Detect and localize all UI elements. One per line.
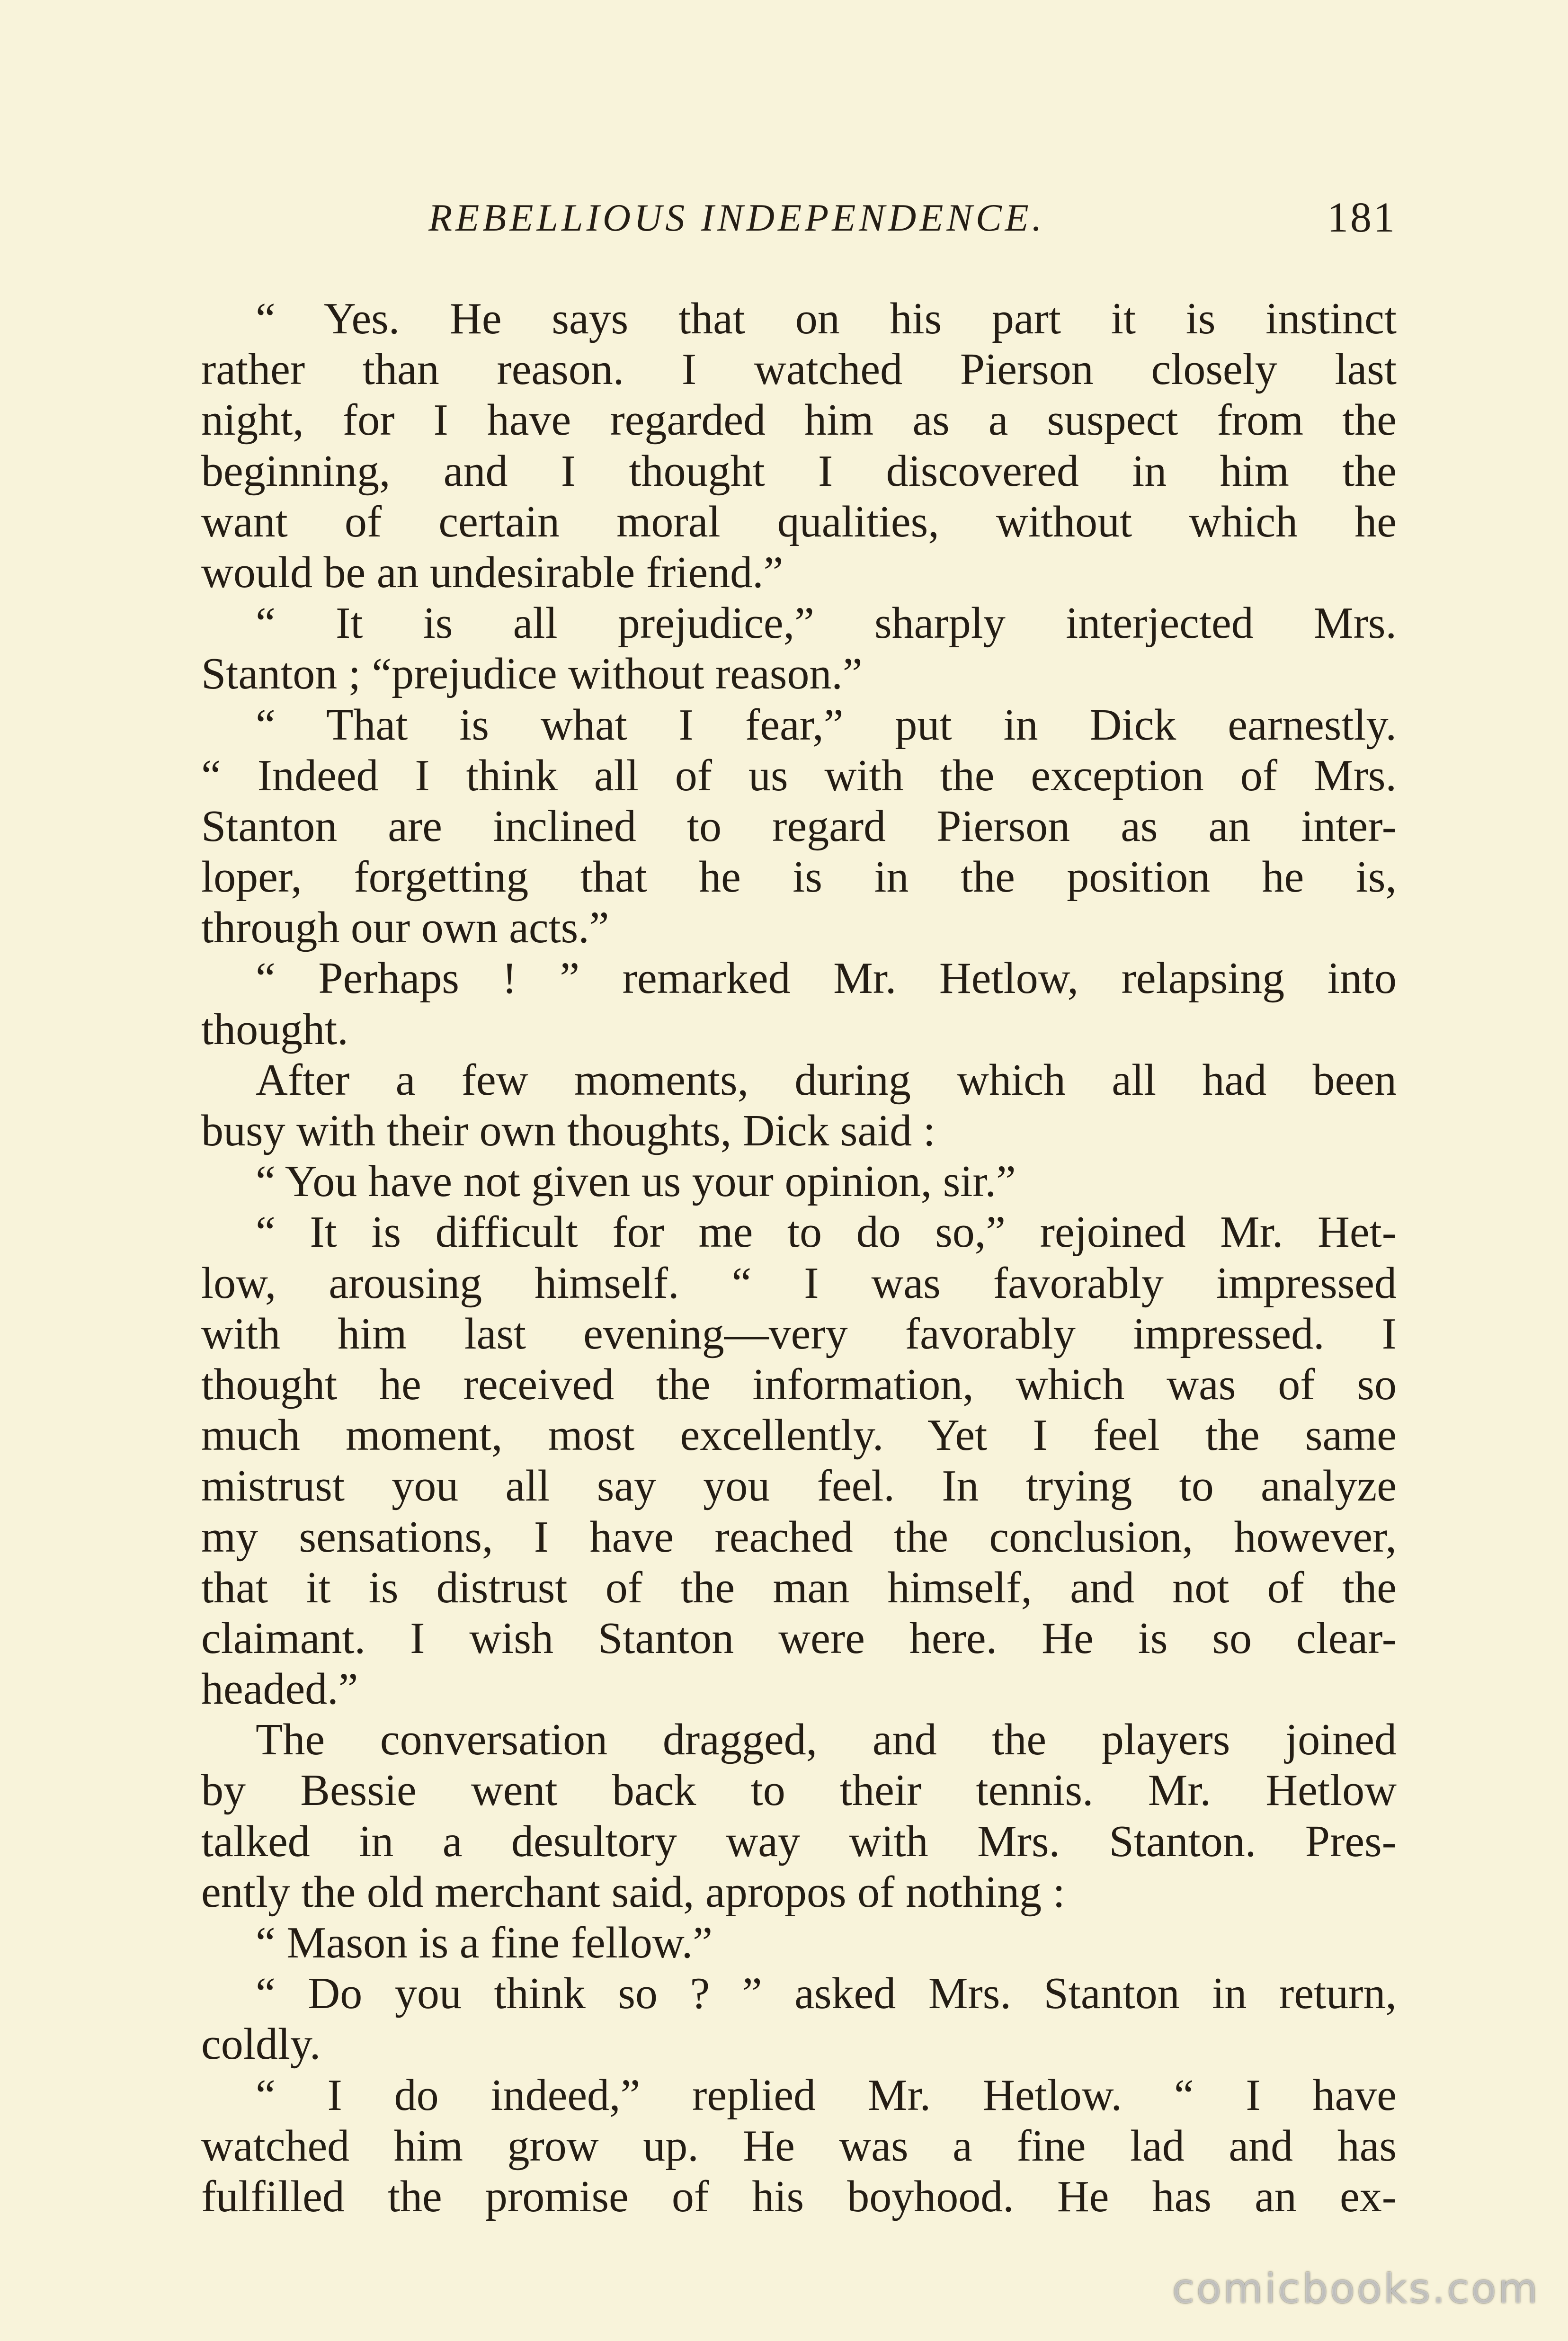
text-line: that it is distrust of the man himself, and not of the xyxy=(201,1563,1397,1612)
text-line: “ It is all prejudice,” sharply interjected Mrs. xyxy=(256,599,1397,648)
text-line: After a few moments, during which all had been xyxy=(256,1055,1397,1105)
text-line: with him last evening—very favorably impressed. I xyxy=(201,1309,1397,1358)
text-line: “ Mason is a fine fellow.” xyxy=(256,1918,713,1967)
text-line: “ Indeed I think all of us with the exception of Mrs. xyxy=(201,751,1397,800)
page-number: 181 xyxy=(1327,194,1397,241)
text-line: low, arousing himself. “ I was favorably impressed xyxy=(201,1258,1397,1308)
text-line: mistrust you all say you feel. In trying to analyze xyxy=(201,1461,1397,1511)
text-line: Stanton are inclined to regard Pierson as an inter- xyxy=(201,801,1397,851)
text-line: claimant. I wish Stanton were here. He is so clear- xyxy=(201,1613,1397,1663)
text-line: headed.” xyxy=(201,1664,358,1714)
text-line: fulfilled the promise of his boyhood. He has an ex- xyxy=(201,2171,1397,2221)
text-line: The conversation dragged, and the players joined xyxy=(256,1715,1397,1765)
text-line: “ You have not given us your opinion, sir.” xyxy=(256,1157,1016,1206)
text-line: would be an undesirable friend.” xyxy=(201,547,784,597)
text-line: talked in a desultory way with Mrs. Stanton. Pres- xyxy=(201,1816,1397,1866)
text-line: ently the old merchant said, apropos of nothing : xyxy=(201,1867,1065,1917)
watermark: comicbooks.com xyxy=(1172,2265,1540,2313)
text-line: “ That is what I fear,” put in Dick earnestly. xyxy=(256,700,1397,750)
text-line: “ Do you think so ? ” asked Mrs. Stanton in return, xyxy=(256,1969,1397,2019)
text-line: rather than reason. I watched Pierson closely last xyxy=(201,345,1397,394)
text-line: watched him grow up. He was a fine lad and has xyxy=(201,2121,1397,2171)
text-line: through our own acts.” xyxy=(201,903,609,953)
text-line: much moment, most excellently. Yet I feel the same xyxy=(201,1411,1397,1460)
text-line: night, for I have regarded him as a suspect from the xyxy=(201,395,1397,445)
text-line: thought. xyxy=(201,1004,348,1054)
text-line: “ It is difficult for me to do so,” rejoined Mr. Het- xyxy=(256,1207,1397,1257)
text-line: “ Yes. He says that on his part it is instinct xyxy=(256,294,1397,343)
text-line: my sensations, I have reached the conclusion, however, xyxy=(201,1512,1397,1562)
text-line: loper, forgetting that he is in the position he is, xyxy=(201,852,1397,902)
text-line: coldly. xyxy=(201,2019,321,2069)
text-line: beginning, and I thought I discovered in him the xyxy=(201,446,1397,496)
text-line: “ I do indeed,” replied Mr. Hetlow. “ I have xyxy=(256,2070,1397,2120)
text-line: want of certain moral qualities, without which he xyxy=(201,497,1397,546)
text-line: “ Perhaps ! ” remarked Mr. Hetlow, relapsing into xyxy=(256,954,1397,1003)
text-line: Stanton ; “prejudice without reason.” xyxy=(201,649,863,699)
running-title: REBELLIOUS INDEPENDENCE. xyxy=(428,196,1045,239)
text-line: thought he received the information, which was of so xyxy=(201,1359,1397,1409)
body-text xyxy=(201,294,1397,2222)
text-line: busy with their own thoughts, Dick said : xyxy=(201,1106,935,1155)
running-header xyxy=(201,189,1397,246)
text-line: by Bessie went back to their tennis. Mr. Hetlow xyxy=(201,1766,1397,1815)
